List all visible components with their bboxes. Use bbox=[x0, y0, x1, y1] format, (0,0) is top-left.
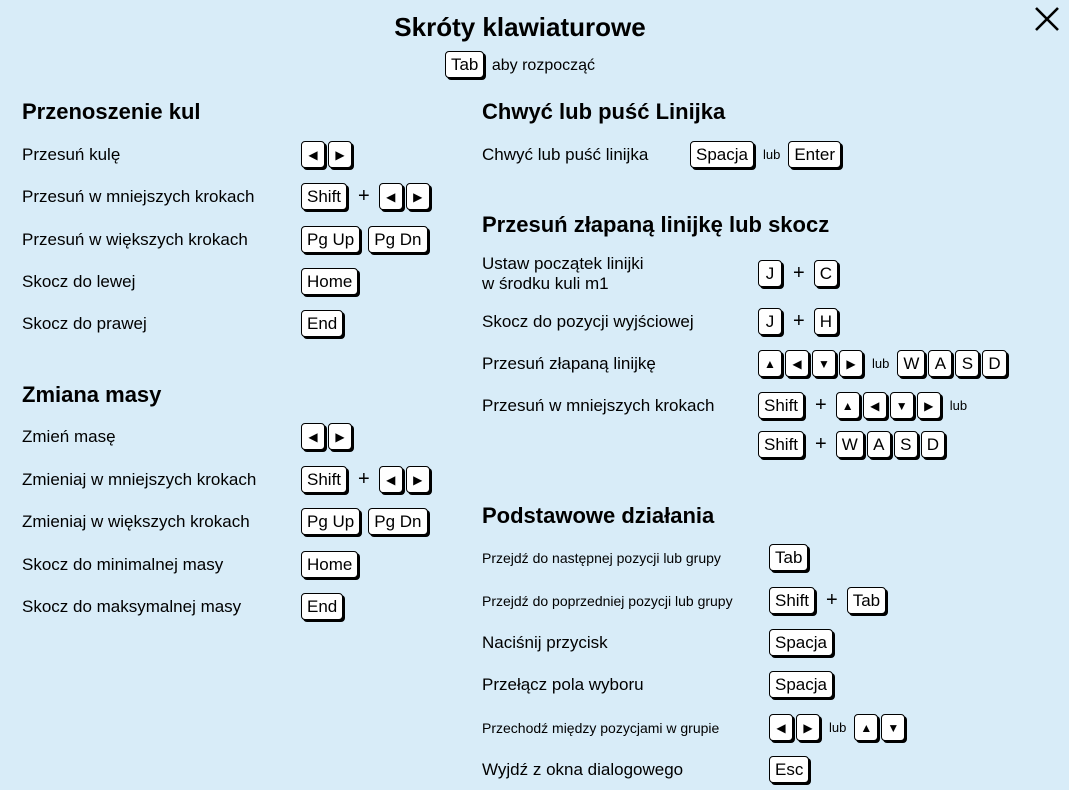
key-right-arrow: ▶ bbox=[328, 423, 352, 450]
plus-sign: + bbox=[793, 262, 805, 284]
key-down-arrow: ▼ bbox=[890, 392, 914, 419]
shortcut-keys bbox=[301, 141, 355, 168]
key-end: End bbox=[301, 310, 343, 337]
shortcut-label: Przejdź do poprzedniej pozycji lub grupy bbox=[482, 593, 733, 609]
or-separator: lub bbox=[949, 398, 968, 413]
shortcut-keys bbox=[301, 268, 361, 295]
shortcut-keys-alt bbox=[758, 431, 948, 458]
key-right-arrow: ▶ bbox=[796, 714, 820, 741]
shortcut-label: Zmień masę bbox=[22, 427, 116, 446]
shortcut-label: Przechodź między pozycjami w grupie bbox=[482, 720, 720, 736]
tab-hint: aby rozpocząć bbox=[491, 57, 596, 74]
key-s: S bbox=[955, 350, 979, 377]
shortcut-label: Przesuń w mniejszych krokach bbox=[482, 396, 715, 415]
shortcut-label: Skocz do prawej bbox=[22, 314, 147, 333]
key-space: Spacja bbox=[690, 141, 754, 168]
or-separator: lub bbox=[829, 720, 847, 735]
shortcut-keys bbox=[301, 466, 433, 493]
key-home: Home bbox=[301, 551, 358, 578]
plus-sign: + bbox=[358, 468, 370, 490]
key-page-up: Pg Up bbox=[301, 508, 360, 535]
key-d: D bbox=[921, 431, 945, 458]
shortcut-keys bbox=[301, 183, 433, 210]
shortcut-label: Skocz do maksymalnej masy bbox=[22, 597, 242, 616]
key-enter: Enter bbox=[788, 141, 841, 168]
key-right-arrow: ▶ bbox=[406, 183, 430, 210]
key-left-arrow: ◀ bbox=[379, 183, 403, 210]
section-title-mass-change: Zmiana masy bbox=[22, 382, 162, 407]
key-left-arrow: ◀ bbox=[379, 466, 403, 493]
plus-sign: + bbox=[793, 310, 805, 332]
close-icon bbox=[1032, 4, 1062, 34]
key-tab: Tab bbox=[847, 587, 886, 614]
key-j: J bbox=[758, 260, 782, 287]
section-title-move-balls: Przenoszenie kul bbox=[22, 99, 201, 124]
shortcut-label-line-1: Ustaw początek linijki bbox=[482, 254, 644, 273]
key-left-arrow: ◀ bbox=[785, 350, 809, 377]
plus-sign: + bbox=[826, 589, 838, 611]
shortcut-label: Przesuń w większych krokach bbox=[22, 230, 248, 249]
key-a: A bbox=[867, 431, 891, 458]
shortcut-keys bbox=[301, 508, 431, 535]
shortcut-keys bbox=[301, 551, 361, 578]
key-right-arrow: ▶ bbox=[839, 350, 863, 377]
shortcut-keys bbox=[758, 308, 841, 335]
key-up-arrow: ▲ bbox=[854, 714, 878, 741]
shortcut-label: Przejdź do następnej pozycji lub grupy bbox=[482, 550, 721, 566]
shortcut-label: Zmieniaj w większych krokach bbox=[22, 512, 250, 531]
plus-sign: + bbox=[815, 394, 827, 416]
close-button[interactable] bbox=[1032, 4, 1062, 34]
shortcut-keys bbox=[769, 629, 836, 656]
shortcut-keys bbox=[301, 423, 355, 450]
shortcut-keys bbox=[690, 141, 844, 168]
key-shift: Shift bbox=[758, 431, 804, 458]
shortcut-label: Skocz do minimalnej masy bbox=[22, 555, 224, 574]
shortcut-label: Skocz do lewej bbox=[22, 272, 136, 291]
shortcut-label: Przesuń w mniejszych krokach bbox=[22, 187, 255, 206]
plus-sign: + bbox=[815, 433, 827, 455]
key-space: Spacja bbox=[769, 671, 833, 698]
key-right-arrow: ▶ bbox=[406, 466, 430, 493]
or-separator: lub bbox=[762, 147, 781, 162]
dialog-subtitle bbox=[0, 51, 1040, 78]
key-space: Spacja bbox=[769, 629, 833, 656]
key-w: W bbox=[836, 431, 864, 458]
key-tab: Tab bbox=[769, 544, 808, 571]
key-end: End bbox=[301, 593, 343, 620]
key-page-down: Pg Dn bbox=[368, 226, 427, 253]
key-left-arrow: ◀ bbox=[301, 423, 325, 450]
key-left-arrow: ◀ bbox=[769, 714, 793, 741]
shortcut-keys bbox=[301, 593, 346, 620]
key-c: C bbox=[814, 260, 838, 287]
key-down-arrow: ▼ bbox=[812, 350, 836, 377]
shortcut-keys bbox=[758, 350, 1010, 377]
key-up-arrow: ▲ bbox=[836, 392, 860, 419]
key-shift: Shift bbox=[758, 392, 804, 419]
shortcut-keys bbox=[769, 714, 908, 741]
shortcut-label-line-2: w środku kuli m1 bbox=[482, 274, 609, 293]
key-up-arrow: ▲ bbox=[758, 350, 782, 377]
key-down-arrow: ▼ bbox=[881, 714, 905, 741]
key-shift: Shift bbox=[301, 183, 347, 210]
key-home: Home bbox=[301, 268, 358, 295]
key-shift: Shift bbox=[301, 466, 347, 493]
key-h: H bbox=[814, 308, 838, 335]
key-right-arrow: ▶ bbox=[917, 392, 941, 419]
key-shift: Shift bbox=[769, 587, 815, 614]
shortcut-label: Przesuń kulę bbox=[22, 145, 121, 164]
shortcut-label: Wyjdź z okna dialogowego bbox=[482, 760, 684, 779]
section-title-move-ruler: Przesuń złapaną linijkę lub skocz bbox=[482, 212, 830, 237]
shortcut-keys bbox=[769, 544, 811, 571]
section-title-basic-actions: Podstawowe działania bbox=[482, 503, 715, 528]
key-j: J bbox=[758, 308, 782, 335]
key-s: S bbox=[894, 431, 918, 458]
plus-sign: + bbox=[358, 185, 370, 207]
key-w: W bbox=[897, 350, 925, 377]
shortcut-keys bbox=[301, 310, 346, 337]
shortcut-label: Zmieniaj w mniejszych krokach bbox=[22, 470, 257, 489]
shortcut-keys bbox=[769, 756, 812, 783]
shortcut-keys bbox=[769, 671, 836, 698]
key-page-down: Pg Dn bbox=[368, 508, 427, 535]
key-tab: Tab bbox=[445, 51, 484, 78]
key-left-arrow: ◀ bbox=[863, 392, 887, 419]
shortcut-label: Naciśnij przycisk bbox=[482, 633, 608, 652]
shortcut-label: Chwyć lub puść linijka bbox=[482, 145, 649, 164]
shortcut-keys bbox=[301, 226, 431, 253]
key-right-arrow: ▶ bbox=[328, 141, 352, 168]
dialog-title: Skróty klawiaturowe bbox=[394, 12, 646, 42]
key-page-up: Pg Up bbox=[301, 226, 360, 253]
shortcut-label: Przełącz pola wyboru bbox=[482, 675, 644, 694]
shortcut-keys bbox=[758, 260, 841, 287]
or-separator: lub bbox=[872, 356, 890, 371]
shortcut-keys bbox=[758, 392, 975, 419]
key-left-arrow: ◀ bbox=[301, 141, 325, 168]
shortcut-label: Skocz do pozycji wyjściowej bbox=[482, 312, 694, 331]
shortcut-keys bbox=[769, 587, 889, 614]
key-a: A bbox=[928, 350, 952, 377]
key-esc: Esc bbox=[769, 756, 809, 783]
shortcut-label: Przesuń złapaną linijkę bbox=[482, 354, 656, 373]
section-title-grab-ruler: Chwyć lub puść Linijka bbox=[482, 99, 726, 124]
key-d: D bbox=[982, 350, 1006, 377]
